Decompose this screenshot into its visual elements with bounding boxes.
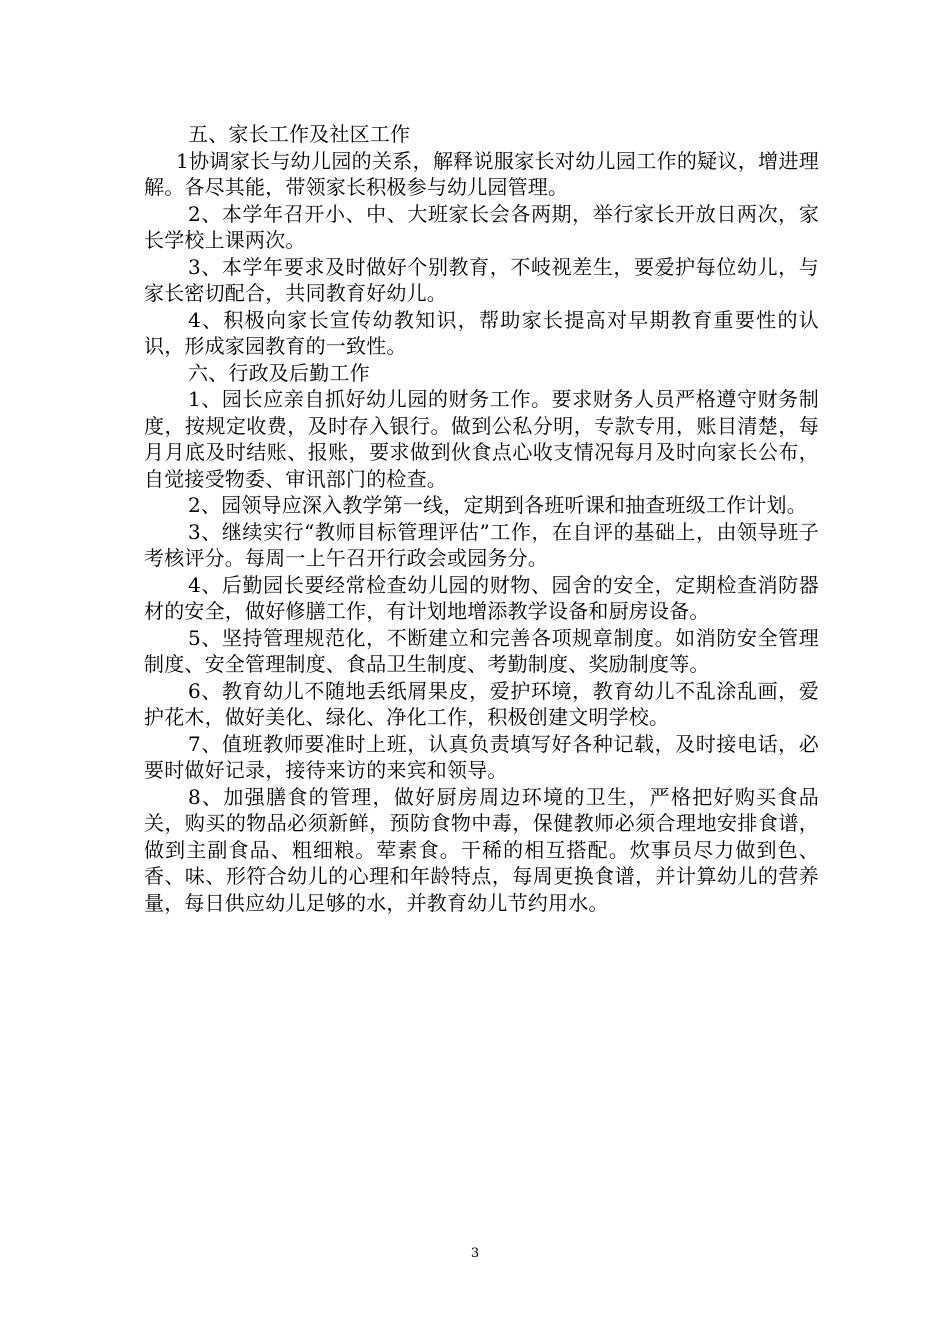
paragraph-item: 2、本学年召开小、中、大班家长会各两期，举行家长开放日两次，家长学校上课两次。 <box>144 201 819 252</box>
paragraph-item: 1协调家长与幼儿园的关系，解释说服家长对幼儿园工作的疑议，增进理解。各尽其能，带领家长积极参与幼儿园管理。 <box>144 148 819 199</box>
paragraph-item: 3、继续实行“教师目标管理评估”工作，在自评的基础上，由领导班子考核评分。每周一上午召开行政会或园务分。 <box>144 519 819 570</box>
section-heading-parent-community: 五、家长工作及社区工作 <box>188 122 411 146</box>
paragraph-item: 6、教育幼儿不随地丢纸屑果皮，爱护环境，教育幼儿不乱涂乱画，爱护花木，做好美化、绿化、净化工作，积极创建文明学校。 <box>144 678 819 729</box>
paragraph-item: 1、园长应亲自抓好幼儿园的财务工作。要求财务人员严格遵守财务制度，按规定收费，及时存入银行。做到公私分明，专款专用，账目清楚，每月月底及时结账、报账，要求做到伙食点心收支情况每月及时向家长公布，自觉接受物委、审讯部门的检查。 <box>144 387 819 491</box>
page-number: 3 <box>470 1246 480 1261</box>
paragraph-item: 8、加强膳食的管理，做好厨房周边环境的卫生，严格把好购买食品关，购买的物品必须新鲜，预防食物中毒，保健教师必须合理地安排食谱，做到主副食品、粗细粮。荤素食。干稀的相互搭配。炊事员尽力做到色、香、味、形符合幼儿的心理和年龄特点，每周更换食谱，并计算幼儿的营养量，每日供应幼儿足够的水，并教育幼儿节约用水。 <box>144 784 819 915</box>
paragraph-item: 4、积极向家长宣传幼教知识，帮助家长提高对早期教育重要性的认识，形成家园教育的一致性。 <box>144 307 819 358</box>
document-body <box>144 121 819 916</box>
section-heading-admin-logistics: 六、行政及后勤工作 <box>188 360 370 385</box>
paragraph-item: 4、后勤园长要经常检查幼儿园的财物、园舍的安全，定期检查消防器材的安全，做好修膳工作，有计划地增添教学设备和厨房设备。 <box>144 572 819 623</box>
paragraph-item: 7、值班教师要准时上班，认真负责填写好各种记载，及时接电话，必要时做好记录，接待来访的来宾和领导。 <box>144 731 819 782</box>
paragraph-item: 2、园领导应深入教学第一线，定期到各班听课和抽查班级工作计划。 <box>188 493 807 517</box>
paragraph-item: 5、坚持管理规范化，不断建立和完善各项规章制度。如消防安全管理制度、安全管理制度、食品卫生制度、考勤制度、奖励制度等。 <box>144 625 819 676</box>
paragraph-item: 3、本学年要求及时做好个别教育，不岐视差生，要爱护每位幼儿，与家长密切配合，共同教育好幼儿。 <box>144 254 819 305</box>
